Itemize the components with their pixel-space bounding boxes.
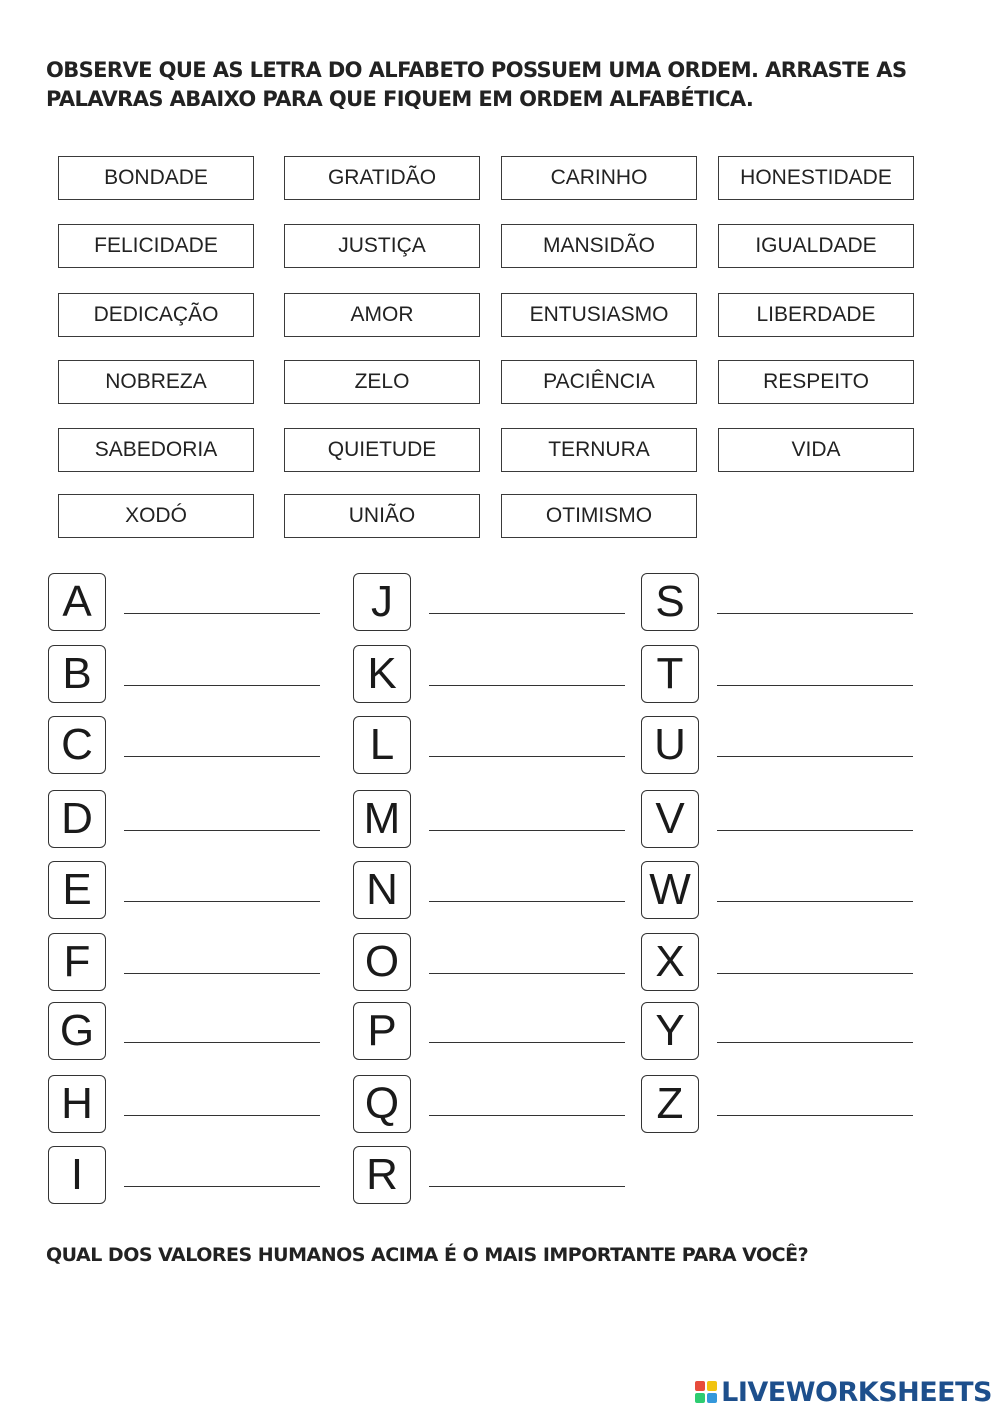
letter-box: O: [353, 933, 411, 991]
letter-slot-c: [48, 716, 338, 776]
letter-box: I: [48, 1146, 106, 1204]
letter-slot-e: [48, 861, 338, 921]
word-card[interactable]: MANSIDÃO: [501, 224, 697, 268]
letter-slot-q: [353, 1075, 643, 1135]
letter-slot-s: [641, 573, 931, 633]
letter-slot-v: [641, 790, 931, 850]
word-card[interactable]: LIBERDADE: [718, 293, 914, 337]
answer-drop-line[interactable]: [429, 883, 625, 902]
letter-box: E: [48, 861, 106, 919]
answer-drop-line[interactable]: [717, 595, 913, 614]
word-card[interactable]: FELICIDADE: [58, 224, 254, 268]
letter-slot-d: [48, 790, 338, 850]
letter-slot-i: [48, 1146, 338, 1206]
answer-drop-line[interactable]: [717, 812, 913, 831]
letter-box: G: [48, 1002, 106, 1060]
letter-box: D: [48, 790, 106, 848]
letter-box: T: [641, 645, 699, 703]
letter-slot-t: [641, 645, 931, 705]
word-card[interactable]: DEDICAÇÃO: [58, 293, 254, 337]
letter-slot-f: [48, 933, 338, 993]
letter-box: B: [48, 645, 106, 703]
answer-drop-line[interactable]: [124, 667, 320, 686]
word-card[interactable]: PACIÊNCIA: [501, 360, 697, 404]
letter-box: K: [353, 645, 411, 703]
word-card[interactable]: HONESTIDADE: [718, 156, 914, 200]
answer-drop-line[interactable]: [124, 812, 320, 831]
letter-slot-r: [353, 1146, 643, 1206]
letter-slot-a: [48, 573, 338, 633]
letter-slot-o: [353, 933, 643, 993]
question-text: QUAL DOS VALORES HUMANOS ACIMA É O MAIS IMPORTANTE PARA VOCÊ?: [46, 1244, 809, 1266]
answer-drop-line[interactable]: [429, 812, 625, 831]
letter-box: F: [48, 933, 106, 991]
letter-slot-b: [48, 645, 338, 705]
letter-box: H: [48, 1075, 106, 1133]
instructions: OBSERVE QUE AS LETRA DO ALFABETO POSSUEM UMA ORDEM. ARRASTE AS PALAVRAS ABAIXO PARA QUE FIQUEM EM ORDEM ALFABÉTICA.: [46, 58, 907, 111]
letter-slot-n: [353, 861, 643, 921]
letter-slot-w: [641, 861, 931, 921]
answer-drop-line[interactable]: [124, 1024, 320, 1043]
word-card[interactable]: TERNURA: [501, 428, 697, 472]
letter-slot-m: [353, 790, 643, 850]
word-card[interactable]: OTIMISMO: [501, 494, 697, 538]
letter-slot-g: [48, 1002, 338, 1062]
answer-drop-line[interactable]: [429, 955, 625, 974]
answer-drop-line[interactable]: [429, 1168, 625, 1187]
letter-box: Y: [641, 1002, 699, 1060]
word-card[interactable]: VIDA: [718, 428, 914, 472]
answer-drop-line[interactable]: [717, 667, 913, 686]
logo-square: [707, 1393, 717, 1403]
answer-drop-line[interactable]: [124, 1168, 320, 1187]
answer-drop-line[interactable]: [124, 738, 320, 757]
logo-text: LIVEWORKSHEETS: [721, 1376, 992, 1408]
letter-box: Q: [353, 1075, 411, 1133]
letter-slot-p: [353, 1002, 643, 1062]
answer-drop-line[interactable]: [429, 738, 625, 757]
letter-slot-x: [641, 933, 931, 993]
letter-slot-h: [48, 1075, 338, 1135]
answer-drop-line[interactable]: [124, 595, 320, 614]
word-card[interactable]: IGUALDADE: [718, 224, 914, 268]
letter-box: U: [641, 716, 699, 774]
logo-square: [695, 1381, 705, 1391]
letter-slot-z: [641, 1075, 931, 1135]
letter-box: A: [48, 573, 106, 631]
letter-box: X: [641, 933, 699, 991]
answer-drop-line[interactable]: [717, 955, 913, 974]
answer-drop-line[interactable]: [429, 1097, 625, 1116]
letter-box: C: [48, 716, 106, 774]
letter-slot-y: [641, 1002, 931, 1062]
letter-slot-k: [353, 645, 643, 705]
word-card[interactable]: QUIETUDE: [284, 428, 480, 472]
liveworksheets-logo: [695, 1377, 992, 1407]
letter-slot-u: [641, 716, 931, 776]
word-card[interactable]: ZELO: [284, 360, 480, 404]
letter-box: N: [353, 861, 411, 919]
letter-box: M: [353, 790, 411, 848]
word-card[interactable]: NOBREZA: [58, 360, 254, 404]
letter-box: V: [641, 790, 699, 848]
word-card[interactable]: JUSTIÇA: [284, 224, 480, 268]
letter-box: P: [353, 1002, 411, 1060]
logo-square: [695, 1393, 705, 1403]
letter-box: S: [641, 573, 699, 631]
logo-icon: [695, 1381, 717, 1403]
word-card[interactable]: GRATIDÃO: [284, 156, 480, 200]
word-card[interactable]: CARINHO: [501, 156, 697, 200]
letter-slot-l: [353, 716, 643, 776]
answer-drop-line[interactable]: [717, 883, 913, 902]
letter-box: W: [641, 861, 699, 919]
answer-drop-line[interactable]: [717, 1097, 913, 1116]
answer-drop-line[interactable]: [717, 738, 913, 757]
answer-drop-line[interactable]: [429, 667, 625, 686]
answer-drop-line[interactable]: [124, 883, 320, 902]
letter-box: R: [353, 1146, 411, 1204]
word-card[interactable]: ENTUSIASMO: [501, 293, 697, 337]
answer-drop-line[interactable]: [429, 595, 625, 614]
answer-drop-line[interactable]: [124, 955, 320, 974]
letter-box: L: [353, 716, 411, 774]
word-card[interactable]: RESPEITO: [718, 360, 914, 404]
word-card[interactable]: BONDADE: [58, 156, 254, 200]
answer-drop-line[interactable]: [717, 1024, 913, 1043]
answer-drop-line[interactable]: [124, 1097, 320, 1116]
word-card[interactable]: SABEDORIA: [58, 428, 254, 472]
letter-slot-j: [353, 573, 643, 633]
answer-drop-line[interactable]: [429, 1024, 625, 1043]
word-card[interactable]: UNIÃO: [284, 494, 480, 538]
letter-box: J: [353, 573, 411, 631]
word-card[interactable]: XODÓ: [58, 494, 254, 538]
word-card[interactable]: AMOR: [284, 293, 480, 337]
logo-square: [707, 1381, 717, 1391]
letter-box: Z: [641, 1075, 699, 1133]
